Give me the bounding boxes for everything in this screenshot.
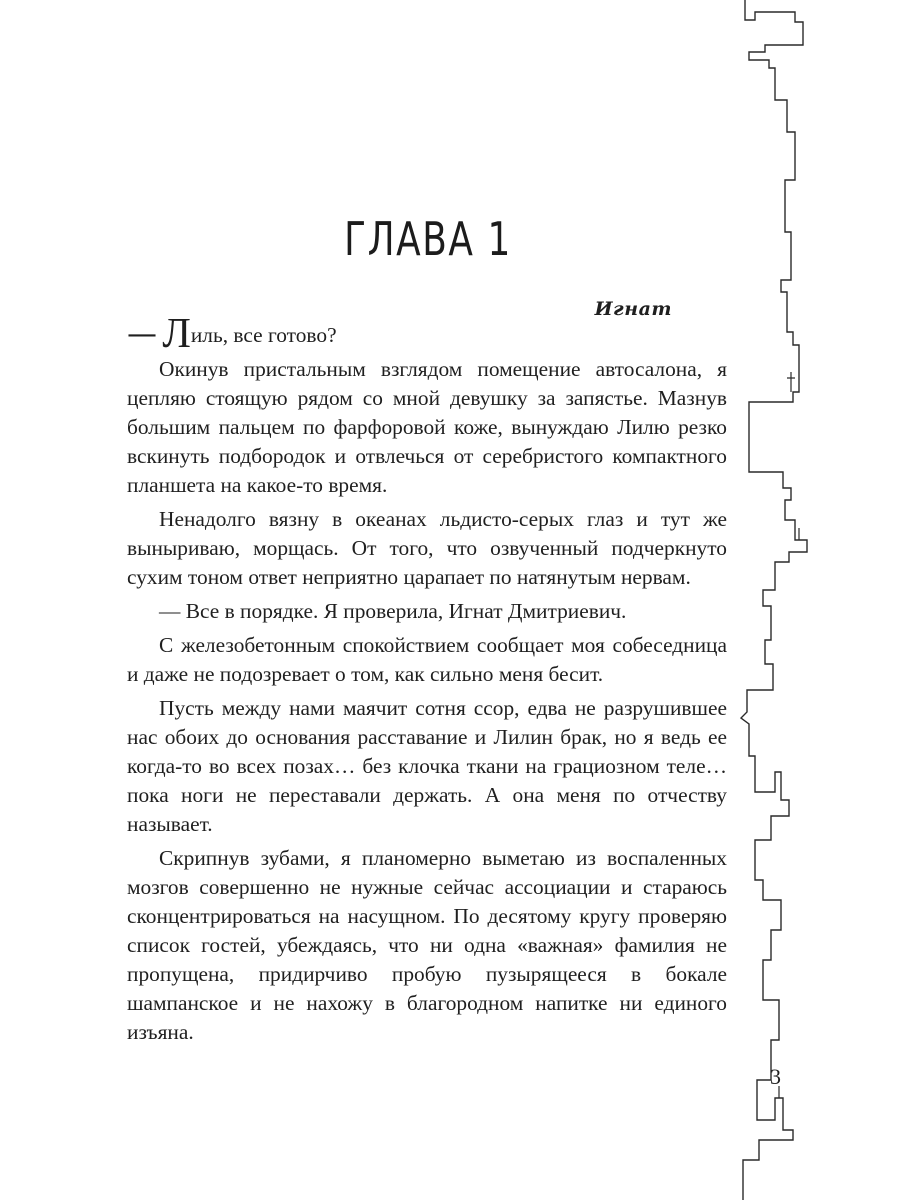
opening-text: иль, все готово? [190,323,337,347]
city-skyline-outline [735,0,900,1200]
paragraph: Ненадолго вязну в океанах льдисто-серых глаз и тут же выныриваю, морщась. От того, что озвученный подчеркнуто сухим тоном ответ неприятно царапает по натянутым нервам. [127,507,727,589]
pov-character: Игнат [594,298,672,320]
page-number: 3 [770,1064,781,1089]
paragraph: С железобетонным спокойствием сообщает моя собеседница и даже не подозревает о том, как сильно меня бесит. [127,633,727,686]
paragraph: Окинув пристальным взглядом помещение автосалона, я цепляю стоящую рядом со мной девушку за запястье. Мазнув большим пальцем по фарфоровой коже, вынуждаю Лилю резко вскинуть подбородок и отвлечься от серебристого компактного планшета на какое-то время. [127,357,727,497]
opening-dash: — [127,317,157,352]
paragraph: Пусть между нами маячит сотня ссор, едва не разрушившее нас обоих до основания расставание и Лилин брак, но я ведь ее когда-то во всех позах… без клочка ткани на грациозном теле… пока ноги не переставали держать. А она меня по отчеству называет. [127,696,727,836]
skyline-path [741,0,807,1200]
drop-cap: Л [162,311,191,357]
dialogue-line: — Все в порядке. Я проверила, Игнат Дмитриевич. [159,599,627,623]
skyline-antenna [779,372,799,1098]
opening-line [127,311,727,357]
body-text [127,311,727,1047]
chapter-title: ГЛАВА 1 [344,212,512,266]
paragraph: Скрипнув зубами, я планомерно выметаю из воспаленных мозгов совершенно не нужные сейчас ассоциации и стараюсь сконцентрироваться на насущном. По десятому кругу проверяю список гостей, убеждаясь, что ни одна «важная» фамилия не пропущена, придирчиво пробую пузырящееся в бокале шампанское и не нахожу в благородном напитке ни единого изъяна. [127,846,727,1044]
